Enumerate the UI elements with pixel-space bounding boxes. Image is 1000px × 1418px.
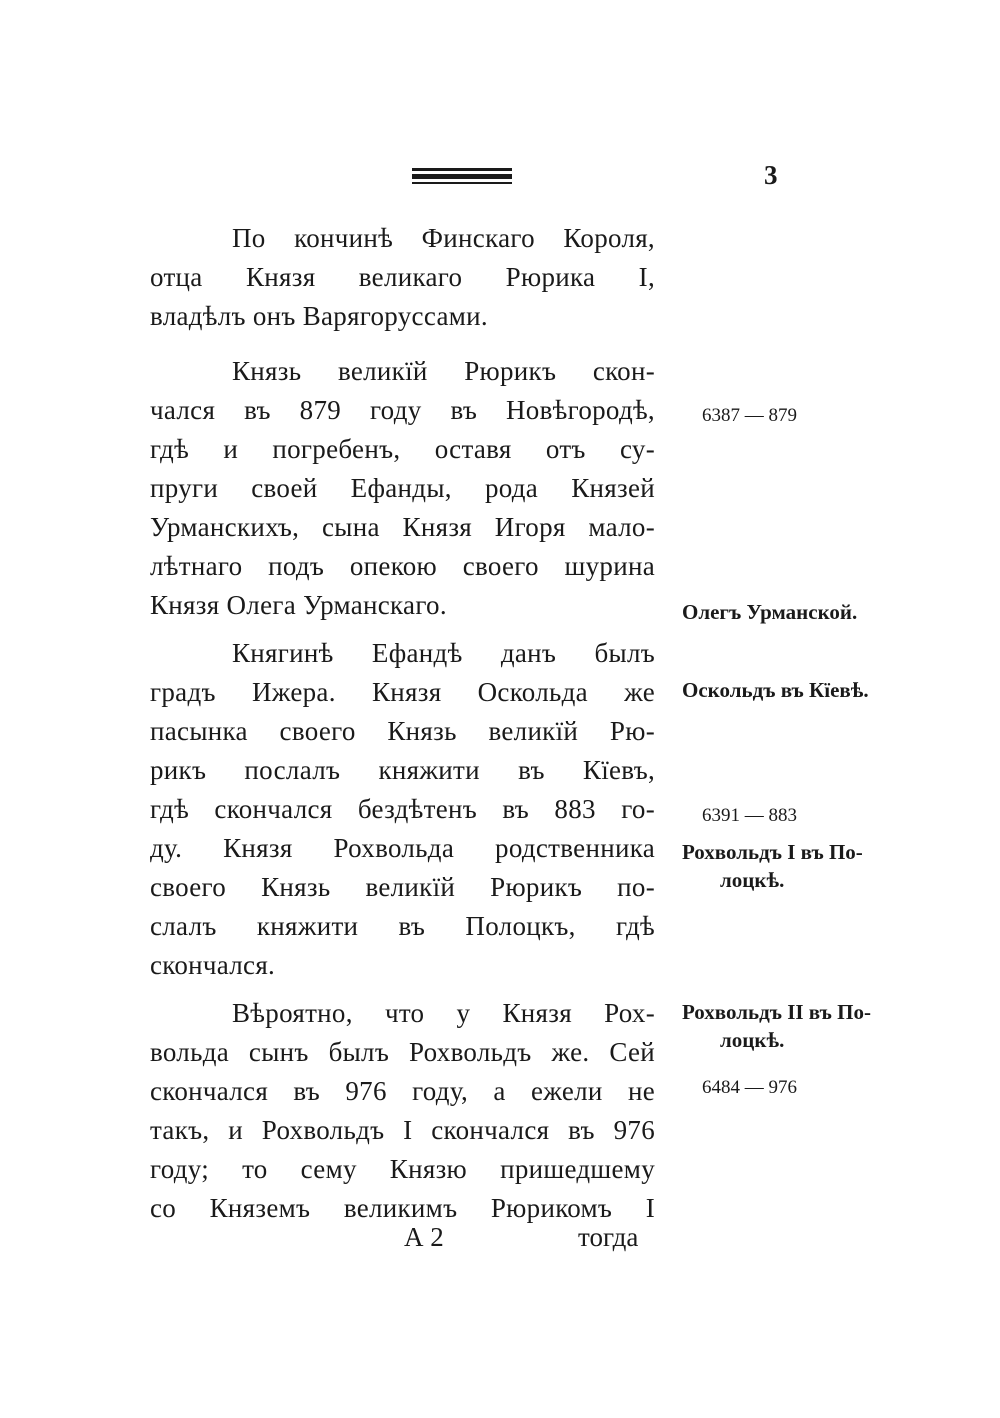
catchword: тогда (578, 1222, 639, 1252)
text-line: отца Князя великаго Рюрика I, (150, 262, 655, 292)
text-line: слалъ княжити въ Полоцкъ, гдѣ (150, 911, 655, 941)
margin-note-oleg: Олегъ Урманской. (682, 600, 858, 624)
text-line: своего Князь великїй Рюрикъ по- (150, 872, 655, 902)
text-line: Урманскихъ, сына Князя Игоря мало- (150, 512, 655, 542)
text-line: Княгинѣ Ефандѣ данъ былъ (232, 638, 655, 668)
margin-year-note: 6387 — 879 (702, 405, 797, 426)
text-line: пасынка своего Князь великїй Рю- (150, 716, 655, 746)
text-line: гдѣ и погребенъ, оставя отъ су- (150, 434, 655, 464)
margin-year-note: 6391 — 883 (702, 805, 797, 826)
page-number: 3 (764, 160, 778, 190)
margin-note-rokhvold-1-cont: лоцкѣ. (720, 868, 785, 892)
text-line: скончался въ 976 году, а ежели не (150, 1076, 655, 1106)
margin-note-oskold: Оскольдъ въ Кїевѣ. (682, 678, 869, 702)
text-line: Вѣроятно, что у Князя Рох- (232, 998, 655, 1028)
margin-year-note: 6484 — 976 (702, 1077, 797, 1098)
signature-mark: А 2 (404, 1222, 444, 1252)
text-line: Князь великїй Рюрикъ скон- (232, 356, 655, 386)
text-line: скончался. (150, 950, 276, 980)
text-line: чался въ 879 году въ Новѣгородѣ, (150, 395, 655, 425)
margin-note-rokhvold-2: Рохвольдъ II въ По- (682, 1000, 871, 1024)
text-line: гдѣ скончался бездѣтенъ въ 883 го- (150, 794, 655, 824)
text-line: со Княземъ великимъ Рюрикомъ I (150, 1193, 655, 1223)
text-line: рикъ послалъ княжити въ Кїевъ, (150, 755, 655, 785)
text-line: году; то сему Князю пришедшему (150, 1154, 655, 1184)
margin-note-rokhvold-1: Рохвольдъ I въ По- (682, 840, 863, 864)
text-line: ду. Князя Рохвольда родственника (150, 833, 655, 863)
text-line: Князя Олега Урманскаго. (150, 590, 447, 620)
text-line: пруги своей Ефанды, рода Князей (150, 473, 655, 503)
text-line: лѣтнаго подъ опекою своего шурина (150, 551, 655, 581)
text-line: вольда сынъ былъ Рохвольдъ же. Сей (150, 1037, 655, 1067)
text-line: По кончинѣ Финскаго Короля, (232, 223, 655, 253)
margin-note-rokhvold-2-cont: лоцкѣ. (720, 1028, 785, 1052)
text-line: градъ Ижера. Князя Оскольда же (150, 677, 655, 707)
ornamental-rule (412, 168, 512, 187)
text-line: такъ, и Рохвольдъ I скончался въ 976 (150, 1115, 655, 1145)
text-line: владѣлъ онъ Варягоруссами. (150, 301, 488, 331)
